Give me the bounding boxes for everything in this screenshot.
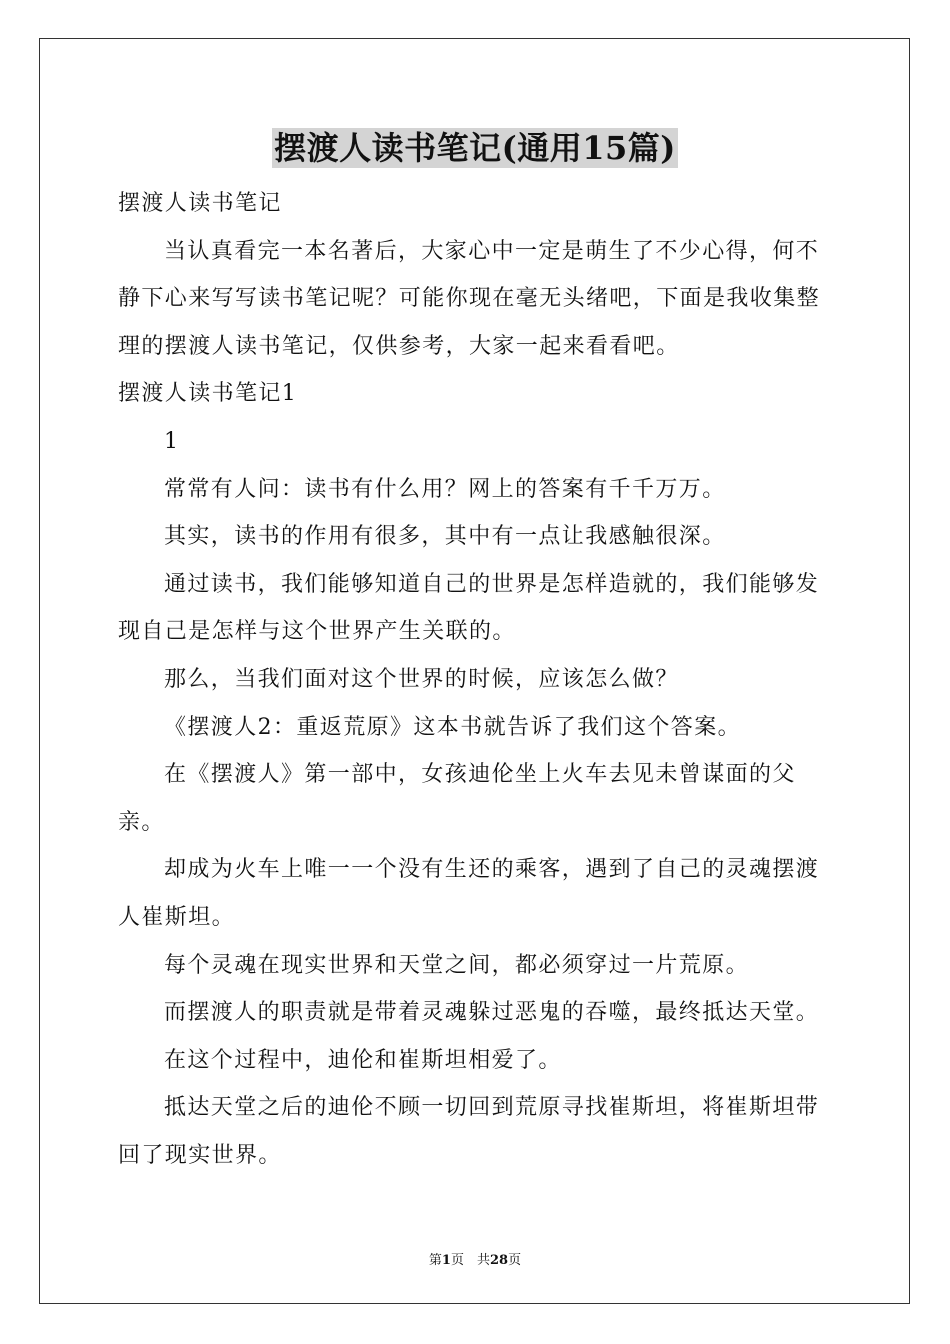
paragraph: 而摆渡人的职责就是带着灵魂躲过恶鬼的吞噬，最终抵达天堂。 <box>164 1000 820 1026</box>
title-wrapper <box>0 128 950 168</box>
paragraph: 常常有人问：读书有什么用？网上的答案有千千万万。 <box>164 476 726 502</box>
document-title: 摆渡人读书笔记(通用15篇) <box>274 129 676 167</box>
footer-mid: 页 共 <box>450 1253 490 1268</box>
footer-page-number: 1 <box>441 1253 451 1268</box>
paragraph: 1 <box>164 428 180 454</box>
page-footer <box>0 1249 950 1268</box>
paragraph: 当认真看完一本名著后，大家心中一定是萌生了不少心得，何不静下心来写写读书笔记呢？可能你现在毫无头绪吧，下面是我收集整理的摆渡人读书笔记，仅供参考，大家一起来看看吧。 <box>118 238 821 359</box>
paragraph: 通过读书，我们能够知道自己的世界是怎样造就的，我们能够发现自己是怎样与这个世界产生关联的。 <box>118 571 820 645</box>
paragraph: 抵达天堂之后的迪伦不顾一切回到荒原寻找崔斯坦，将崔斯坦带回了现实世界。 <box>118 1095 820 1168</box>
paragraph: 在《摆渡人》第一部中，女孩迪伦坐上火车去见未曾谋面的父亲。 <box>118 762 796 835</box>
paragraph: 却成为火车上唯一一个没有生还的乘客，遇到了自己的灵魂摆渡人崔斯坦。 <box>118 857 820 930</box>
paragraph: 每个灵魂在现实世界和天堂之间，都必须穿过一片荒原。 <box>164 952 750 978</box>
paragraph: 《摆渡人2：重返荒原》这本书就告诉了我们这个答案。 <box>164 714 741 740</box>
footer-prefix: 第 <box>428 1253 442 1268</box>
paragraph: 摆渡人读书笔记1 <box>118 381 298 407</box>
paragraph: 其实，读书的作用有很多，其中有一点让我感触很深。 <box>164 524 726 550</box>
paragraph: 那么，当我们面对这个世界的时候，应该怎么做？ <box>164 666 679 692</box>
paragraph: 在这个过程中，迪伦和崔斯坦相爱了。 <box>164 1047 562 1073</box>
document-body <box>118 180 838 1179</box>
paragraph: 摆渡人读书笔记 <box>118 191 282 216</box>
footer-suffix: 页 <box>508 1253 522 1268</box>
footer-total-pages: 28 <box>489 1253 509 1268</box>
